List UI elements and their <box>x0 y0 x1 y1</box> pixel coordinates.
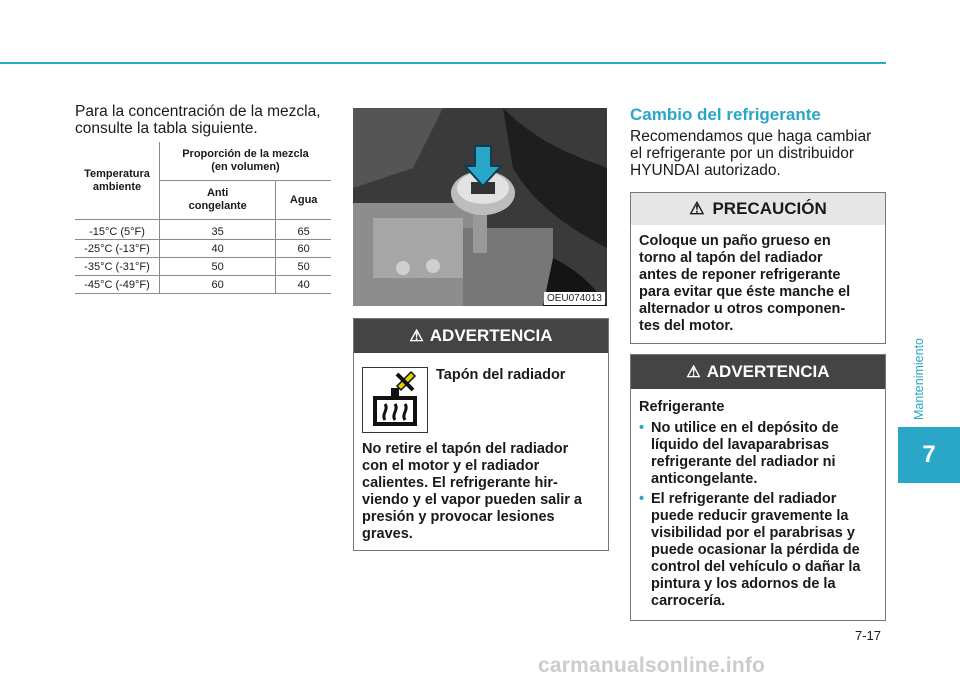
photo-code: OEU074013 <box>544 292 605 305</box>
engine-bay-illustration <box>353 108 607 306</box>
list-item: • No utilice en el depósito de líquido del lavaparabrisas refrigerante del radiador ni anticongelante. <box>639 420 877 488</box>
watermark: carmanualsonline.info <box>538 654 766 677</box>
hot-radiator-icon <box>362 367 428 433</box>
section-title: Cambio del refrigerante <box>630 105 821 124</box>
warning1-body: No retire el tapón del radiador con el motor y el radiador calientes. El refrigerante hir- viendo y el vapor pueden salir a presión y provocar lesiones graves. <box>362 441 582 542</box>
warning-icon: ⚠ <box>686 364 701 381</box>
chapter-side-label: Mantenimiento <box>912 338 926 420</box>
caution-header: ⚠ PRECAUCIÓN <box>631 193 885 225</box>
table-row: -25°C (-13°F) 40 60 <box>75 240 331 258</box>
col-temperature: Temperatura ambiente <box>75 142 160 220</box>
table-row: -15°C (5°F) 35 65 <box>75 220 331 240</box>
table-row: -45°C (-49°F) 60 40 <box>75 276 331 294</box>
concentration-table <box>75 142 331 294</box>
col-water: Agua <box>276 181 331 220</box>
warning-box-coolant <box>630 354 886 621</box>
caution-body: Coloque un paño grueso en torno al tapón del radiador antes de reponer refrigerante para evitar que éste manche el alternador u otros componen- tes del motor. <box>639 233 851 334</box>
caution-box <box>630 192 886 344</box>
table-row: -35°C (-31°F) 50 50 <box>75 258 331 276</box>
caution-icon: ⚠ <box>689 199 705 218</box>
list-item: • El refrigerante del radiador puede reducir gravemente la visibilidad por el parabrisas y puede ocasionar la pérdida de control del vehículo o dañar la pintura y los adornos de la carrocería. <box>639 491 877 610</box>
warning-header: ⚠ ADVERTENCIA <box>631 355 885 389</box>
page-number: 7-17 <box>855 628 882 643</box>
chapter-tab: 7 <box>898 427 960 483</box>
radiator-cap-photo <box>353 108 607 306</box>
col-proportion: Proporción de la mezcla (en volumen) <box>160 142 332 181</box>
warning-box-radiator-cap <box>353 318 609 551</box>
top-rule <box>0 62 886 64</box>
warning-header: ⚠ ADVERTENCIA <box>354 319 608 353</box>
warning2-title: Refrigerante <box>639 399 725 415</box>
warning-icon: ⚠ <box>409 328 424 345</box>
warning2-body <box>639 399 877 613</box>
section-body: Recomendamos que haga cambiar el refrigerante por un distribuidor HYUNDAI autorizado. <box>630 128 872 179</box>
intro-text: Para la concentración de la mezcla, consulte la tabla siguiente. <box>75 103 321 137</box>
warning1-title: Tapón del radiador <box>436 367 566 383</box>
col-antifreeze: Anti congelante <box>160 181 276 220</box>
